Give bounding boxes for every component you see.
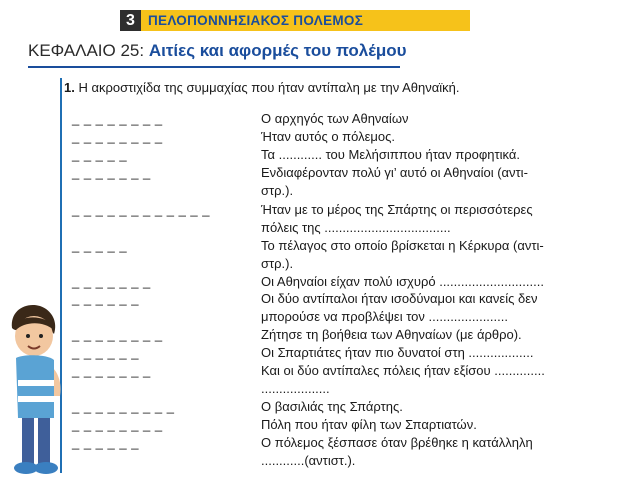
- chapter-title: Αιτίες και αφορμές του πολέμου: [148, 41, 407, 60]
- clue-line: μπορούσε να προβλέψει τον ......................: [261, 309, 508, 324]
- clue-line: Και οι δύο αντίπαλες πόλεις ήταν εξίσου ..............: [261, 363, 545, 378]
- acrostic-blank-row[interactable]: _ _ _ _ _ _ _ _: [72, 417, 163, 432]
- acrostic-blank-row[interactable]: _ _ _ _ _ _ _ _: [72, 327, 163, 342]
- clue-line: Οι Αθηναίοι είχαν πολύ ισχυρό .............................: [261, 274, 544, 289]
- acrostic-blank-row[interactable]: _ _ _ _ _ _: [72, 435, 139, 450]
- cartoon-child-illustration: [4, 300, 66, 478]
- acrostic-blank-row[interactable]: _ _ _ _ _ _: [72, 291, 139, 306]
- clue-line: ...................: [261, 381, 330, 396]
- clue-line: Οι δύο αντίπαλοι ήταν ισοδύναμοι και κανείς δεν: [261, 291, 538, 306]
- clue-line: Πόλη που ήταν φίλη των Σπαρτιατών.: [261, 417, 477, 432]
- acrostic-blank-row[interactable]: _ _ _ _ _ _ _ _: [72, 111, 163, 126]
- acrostic-blank-row[interactable]: _ _ _ _ _: [72, 147, 128, 162]
- clue-line: Ήταν αυτός ο πόλεμος.: [261, 129, 396, 144]
- clue-line: Το πέλαγος στο οποίο βρίσκεται η Κέρκυρα (αντι-: [261, 238, 544, 253]
- clue-line: πόλεις της ...................................: [261, 220, 451, 235]
- clue-line: Ο αρχηγός των Αθηναίων: [261, 111, 409, 126]
- acrostic-blank-row[interactable]: _ _ _ _ _ _ _: [72, 274, 151, 289]
- acrostic-blank-row[interactable]: _ _ _ _ _ _ _ _ _: [72, 399, 175, 414]
- chapter-heading: [28, 40, 407, 62]
- acrostic-blank-row[interactable]: _ _ _ _ _ _ _ _: [72, 129, 163, 144]
- clue-line: στρ.).: [261, 256, 294, 271]
- clue-line: Ο βασιλιάς της Σπάρτης.: [261, 399, 403, 414]
- chapter-underline: [28, 66, 400, 68]
- acrostic-blank-row[interactable]: _ _ _ _ _ _: [72, 345, 139, 360]
- exercise-text: Η ακροστιχίδα της συμμαχίας που ήταν αντίπαλη με την Αθηναϊκή.: [78, 80, 460, 95]
- clue-line: Ο πόλεμος ξέσπασε όταν βρέθηκε η κατάλληλη: [261, 435, 533, 450]
- clue-line: Τα ............ του Μελήσιππου ήταν προφητικά.: [261, 147, 521, 162]
- acrostic-blank-row[interactable]: _ _ _ _ _ _ _ _ _ _ _ _: [72, 202, 210, 217]
- clue-line: Οι Σπαρτιάτες ήταν πιο δυνατοί στη ..................: [261, 345, 534, 360]
- acrostic-blank-row[interactable]: _ _ _ _ _ _ _: [72, 165, 151, 180]
- exercise-instruction: [64, 80, 459, 96]
- exercise-number: 1.: [64, 80, 75, 95]
- clue-line: Ζήτησε τη βοήθεια των Αθηναίων (με άρθρο).: [261, 327, 522, 342]
- clue-line: στρ.).: [261, 183, 294, 198]
- unit-number-badge: 3: [120, 10, 141, 31]
- clue-line: Ήταν με το μέρος της Σπάρτης οι περισσότερες: [261, 202, 533, 217]
- clue-line: ............(αντιστ.).: [261, 453, 356, 468]
- acrostic-blank-row[interactable]: _ _ _ _ _: [72, 238, 128, 253]
- acrostic-blank-row[interactable]: _ _ _ _ _ _ _: [72, 363, 151, 378]
- chapter-label: ΚΕΦΑΛΑΙΟ 25:: [28, 41, 145, 60]
- clue-line: Ενδιαφέρονταν πολύ γι’ αυτό οι Αθηναίοι (αντι-: [261, 165, 528, 180]
- unit-title: ΠΕΛΟΠΟΝΝΗΣΙΑΚΟΣ ΠΟΛΕΜΟΣ: [148, 13, 364, 28]
